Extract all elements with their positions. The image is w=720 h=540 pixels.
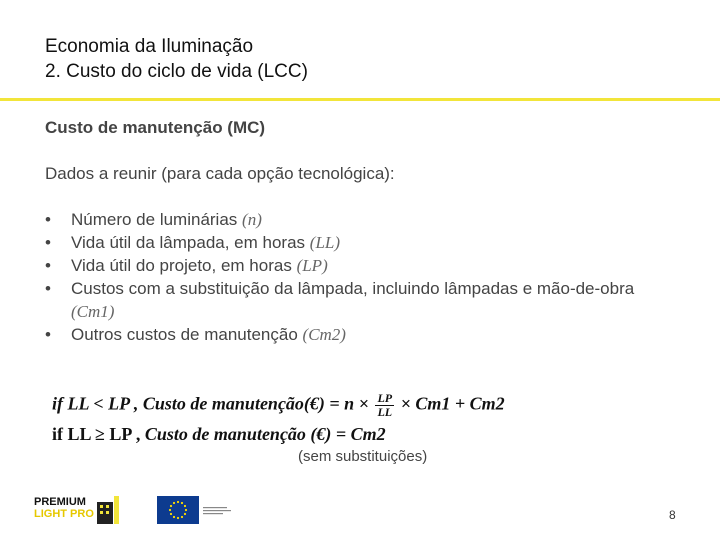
slide-subtitle: 2. Custo do ciclo de vida (LCC): [45, 61, 308, 82]
list-item: [45, 277, 675, 323]
list-item: [45, 231, 675, 254]
building-icon: [94, 494, 122, 526]
formula-if-greater: [52, 424, 386, 445]
logo-text-premium: PREMIUM: [34, 496, 86, 508]
formula-fraction: [375, 392, 394, 419]
list-item-text: Vida útil da lâmpada, em horas: [71, 233, 306, 252]
slide-title: Economia da Iluminação: [45, 36, 254, 57]
list-item-text: Outros custos de manutenção: [71, 325, 298, 344]
logo-text-lightpro: LIGHT PRO: [34, 508, 94, 520]
formula-body: Custo de manutenção (€) = Cm2: [144, 424, 386, 444]
eu-caption: [203, 506, 233, 518]
list-item-text: Vida útil do projeto, em horas: [71, 256, 292, 275]
eu-flag-icon: [157, 496, 199, 524]
bullet-icon: •: [45, 279, 51, 298]
formula-if-less: [52, 392, 505, 419]
bullet-icon: •: [45, 256, 51, 275]
list-item-text: Número de luminárias: [71, 210, 238, 229]
bullet-icon: •: [45, 210, 51, 229]
title-block: [45, 34, 308, 84]
intro-text: Dados a reunir (para cada opção tecnológica):: [45, 164, 395, 183]
list-item-symbol: (LP): [296, 256, 328, 275]
list-item-symbol: (n): [242, 210, 262, 229]
page-number: 8: [669, 508, 676, 522]
eu-caption-lines: [203, 506, 231, 516]
list-item: [45, 254, 675, 277]
list-item: [45, 208, 675, 231]
formula-note: (sem substituições): [298, 448, 428, 465]
list-item-symbol: (Cm1): [71, 302, 115, 321]
eu-logo: [157, 496, 231, 524]
list-item-text: Custos com a substituição da lâmpada, incluindo lâmpadas e mão-de-obra: [71, 279, 635, 298]
bullet-icon: •: [45, 233, 51, 252]
list-item-symbol: (LL): [309, 233, 341, 252]
fraction-denominator: LL: [377, 405, 393, 419]
list-item: [45, 323, 675, 346]
formula-lhs: Custo de manutenção(€) = n ×: [142, 393, 369, 414]
bullet-icon: •: [45, 325, 51, 344]
formula-condition: if LL ≥ LP ,: [52, 424, 141, 444]
list-item-symbol: (Cm2): [302, 325, 346, 344]
formula-condition: if LL < LP ,: [52, 393, 139, 414]
premium-light-logo: [34, 494, 124, 528]
header-divider: [0, 98, 720, 101]
fraction-numerator: LP: [377, 391, 393, 405]
data-list: [45, 208, 675, 346]
formula-rhs: × Cm1 + Cm2: [400, 393, 505, 414]
section-heading: Custo de manutenção (MC): [45, 118, 266, 137]
